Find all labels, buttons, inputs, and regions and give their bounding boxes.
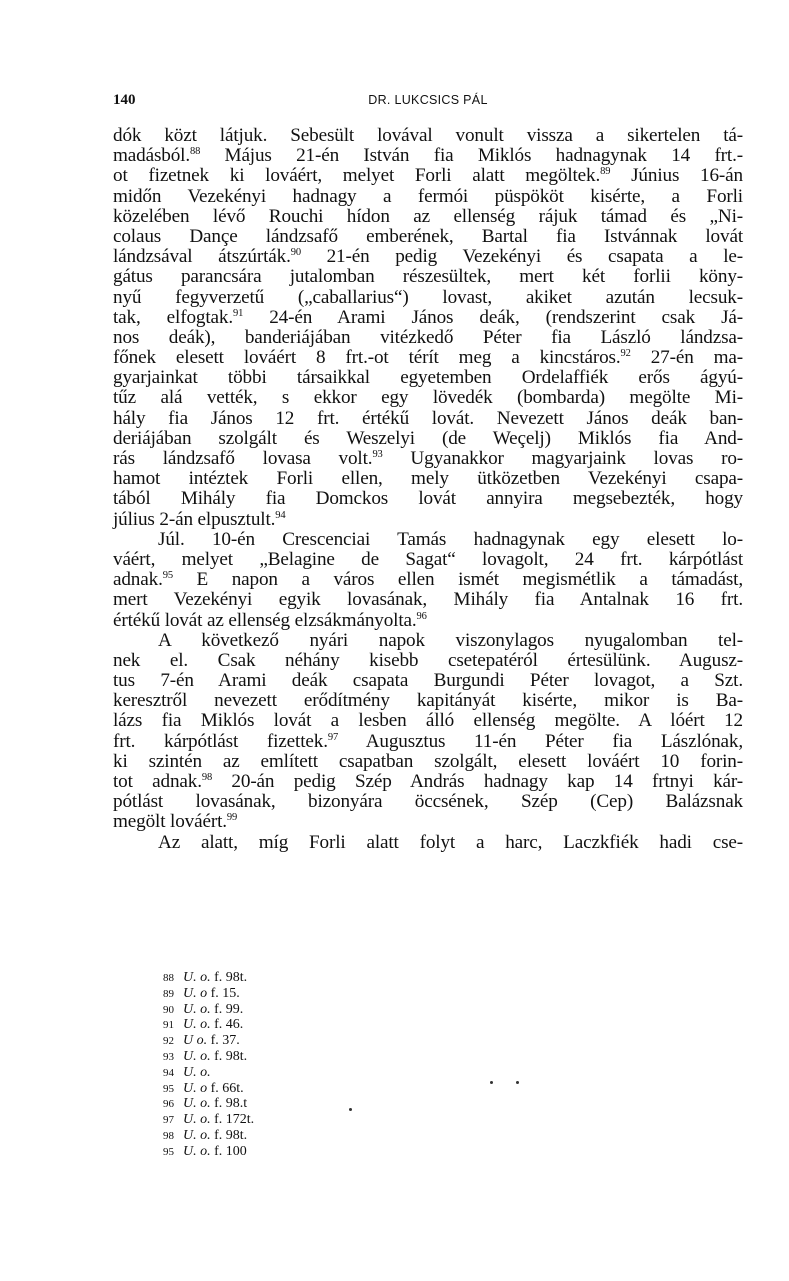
text-line [113,409,743,429]
line-text: közelében lévő Rouchi hídon az ellenség rájuk támad és „Ni- [113,205,743,227]
footnote [163,1144,463,1160]
line-text-continued: Ugyanakkor magyarjaink lovas ro- [382,448,744,469]
footnote-source: U. o. [183,1064,211,1080]
line-text: július 2-án elpusztult. [113,508,276,530]
text-line [113,772,743,792]
line-text: lándzsával átszúrták. [113,246,291,268]
footnote-source: U. o. [183,970,211,985]
line-text: Az alatt, míg Forli alatt folyt a harc, Laczkfiék hadi cse- [158,831,743,853]
text-line [113,328,743,348]
line-text-continued: 20-án pedig Szép András hadnagy kap 14 frtnyi kár- [212,771,743,792]
text-line [113,812,743,832]
footnote-reference[interactable]: 96 [416,610,427,622]
line-text-continued: Május 21-én István fia Miklós hadnagynak 14 frt.- [200,145,743,167]
footnote-number: 88 [163,972,174,984]
footnotes [163,970,463,1160]
footnote-folio: f. 98.t [214,1096,248,1112]
footnote [163,1128,463,1144]
footnote-folio: f. 37. [210,1033,240,1049]
text-line [113,207,743,227]
text-line [113,449,743,469]
footnote-source: U. o [183,1080,208,1096]
text-line [113,308,743,328]
line-text: keresztről nevezett erődítmény kapitányát kisérte, mikor is Ba- [113,690,743,712]
page-header [113,92,743,112]
text-line [113,530,743,550]
line-text: lázs fia Miklós lovát a lesben álló ellenség megölte. A lóért 12 [113,710,743,732]
line-text: nek el. Csak néhány kisebb csetepatéról értesülünk. Augusz- [113,649,743,671]
running-head-author: DR. LUKCSICS PÁL [368,93,488,107]
text-line [113,550,743,570]
footnote-folio: f. 15. [210,985,240,1001]
footnote-folio: f. 98t. [214,970,248,985]
footnote-source: U. o. [183,1112,211,1128]
footnote-source: U. o [183,985,208,1001]
text-line [113,267,743,287]
scan-speck [349,1108,352,1111]
body-text [113,126,743,853]
text-line [113,711,743,731]
footnote-folio: f. 100 [214,1143,247,1159]
footnote-reference[interactable]: 94 [275,509,286,521]
footnote-reference[interactable]: 93 [372,449,383,460]
text-line [113,187,743,207]
line-text: értékű lovát az ellenség elzsákmányolta. [113,609,417,631]
text-line [113,792,743,812]
line-text: gyarjainkat többi társaikkal egyetemben Ordelaffiék erős ágyú- [113,367,743,389]
text-line [113,247,743,267]
footnote-number: 91 [163,1019,174,1032]
line-text-continued: 27-én ma- [630,347,743,369]
footnote-number: 94 [163,1066,174,1079]
footnote-source: U o. [183,1033,208,1049]
line-text: főnek elesett lováért 8 frt.-ot térít meg a kincstáros. [113,347,621,369]
text-line [113,126,743,146]
line-text: tus 7-én Arami deák csapata Burgundi Péter lovagot, a Szt. [113,670,743,692]
footnote [163,1081,463,1097]
text-line [113,671,743,691]
page-number: 140 [113,92,136,108]
footnote-source: U. o. [183,1096,211,1112]
footnote [163,986,463,1002]
text-line [113,691,743,711]
line-text: A következő nyári napok viszonylagos nyugalomban tel- [158,629,743,651]
line-text: tűz alá vették, s ekkor egy lövedék (bombarda) megölte Mi- [113,387,743,409]
line-text: tából Mihály fia Domckos lovát annyira megsebezték, hogy [113,488,743,510]
footnote-reference[interactable]: 95 [162,570,173,582]
footnote-source: U. o. [183,1017,211,1033]
line-text: tak, elfogtak. [113,306,233,328]
line-text: tot adnak. [113,771,202,792]
footnote-folio: f. 172t. [214,1112,255,1128]
line-text-continued: Augusztus 11-én Péter fia Lászlónak, [338,730,743,752]
footnote [163,1065,463,1081]
footnote-reference[interactable]: 88 [189,146,201,158]
footnote-number: 95 [163,1145,174,1158]
scan-speck [516,1081,519,1084]
footnote-folio: f. 46. [214,1017,244,1033]
text-line [113,590,743,610]
text-line [113,166,743,186]
footnote-number: 98 [163,1129,174,1142]
footnote-source: U. o. [183,1127,211,1143]
line-text: Júl. 10-én Crescenciai Tamás hadnagynak egy elesett lo- [158,528,743,550]
footnote-number: 89 [163,987,174,1000]
footnote-number: 92 [163,1035,174,1048]
footnote-reference[interactable]: 99 [226,812,238,824]
line-text: colaus Dançe lándzsafő emberének, Bartal fia Istvánnak lovát [113,225,743,247]
footnote [163,1049,463,1065]
footnote-reference[interactable]: 89 [600,166,611,178]
text-line [113,388,743,408]
line-text: deriájában szolgált és Weszelyi (de Weçelj) Miklós fia And- [113,427,743,449]
footnote [163,1033,463,1049]
footnote [163,970,463,986]
line-text-continued: 24-én Arami János deák, (rendszerint csak Já- [243,306,743,328]
footnote [163,1002,463,1018]
text-line [113,368,743,388]
footnote [163,1096,463,1112]
line-text: váért, melyet „Belagine de Sagat“ lovagolt, 24 frt. kárpótlást [113,548,743,570]
text-line [113,570,743,590]
text-line [113,631,743,651]
line-text: rás lándzsafő lovasa volt. [113,448,373,469]
footnote-source: U. o. [183,1143,211,1159]
text-line [113,469,743,489]
line-text-continued: Június 16-án [610,165,743,187]
footnote-reference[interactable]: 90 [290,247,301,259]
footnote-reference[interactable]: 91 [233,307,244,319]
line-text: megölt lováért. [113,811,227,833]
footnote-reference[interactable]: 97 [327,731,339,743]
line-text: hamot intéztek Forli ellen, mely ütközetben Vezekényi csapa- [113,468,743,490]
line-text: ki szintén az említett csapatban szolgált, elesett lováért 10 forin- [113,750,743,772]
text-line [113,489,743,509]
footnote-folio: f. 66t. [210,1080,244,1096]
footnote-folio: f. 99. [214,1001,244,1017]
footnote-number: 95 [163,1082,174,1095]
text-line [113,833,743,853]
line-text-continued: 21-én pedig Vezekényi és csapata a le- [300,246,743,268]
line-text: gátus parancsára jutalomban részesültek, mert két forlii köny- [113,266,743,288]
line-text: mert Vezekényi egyik lovasának, Mihály fia Antalnak 16 frt. [113,589,743,611]
text-line [113,429,743,449]
line-text-continued: E napon a város ellen ismét megismétlik a támadást, [172,569,743,591]
scan-speck [490,1081,493,1084]
text-line [113,651,743,671]
footnote-number: 97 [163,1114,174,1127]
text-line [113,611,743,631]
line-text: pótlást lovasának, bizonyára öccsének, Szép (Cep) Balázsnak [113,791,743,813]
line-text: frt. kárpótlást fizettek. [113,730,328,752]
text-line [113,732,743,752]
text-line [113,146,743,166]
footnote-number: 93 [163,1050,174,1063]
line-text: nos deák), banderiájában vitézkedő Péter fia László lándzsa- [113,326,743,348]
footnote [163,1112,463,1128]
footnote-number: 90 [163,1003,174,1016]
footnote-source: U. o. [183,1048,211,1064]
line-text: dók közt látjuk. Sebesült lovával vonult vissza a sikertelen tá- [113,125,743,146]
line-text: madásból. [113,145,190,167]
footnote-number: 96 [163,1098,174,1111]
line-text: midőn Vezekényi hadnagy a fermói püspököt kisérte, a Forli [113,185,743,207]
footnote-folio: f. 98t. [214,1127,248,1143]
text-line [113,510,743,530]
footnote-source: U. o. [183,1001,211,1017]
footnote [163,1017,463,1033]
text-line [113,288,743,308]
footnote-reference[interactable]: 92 [620,348,631,360]
text-line [113,227,743,247]
line-text: ot fizetnek ki lováért, melyet Forli alatt megöltek. [113,165,601,187]
line-text: adnak. [113,569,163,591]
line-text: hály fia János 12 frt. értékű lovát. Nevezett János deák ban- [113,407,743,429]
footnote-folio: f. 98t. [214,1048,248,1064]
text-line [113,752,743,772]
text-line [113,348,743,368]
footnote-reference[interactable]: 98 [201,772,213,783]
line-text: nyű fegyverzetű („caballarius“) lovast, akiket azután lecsuk- [113,286,743,308]
